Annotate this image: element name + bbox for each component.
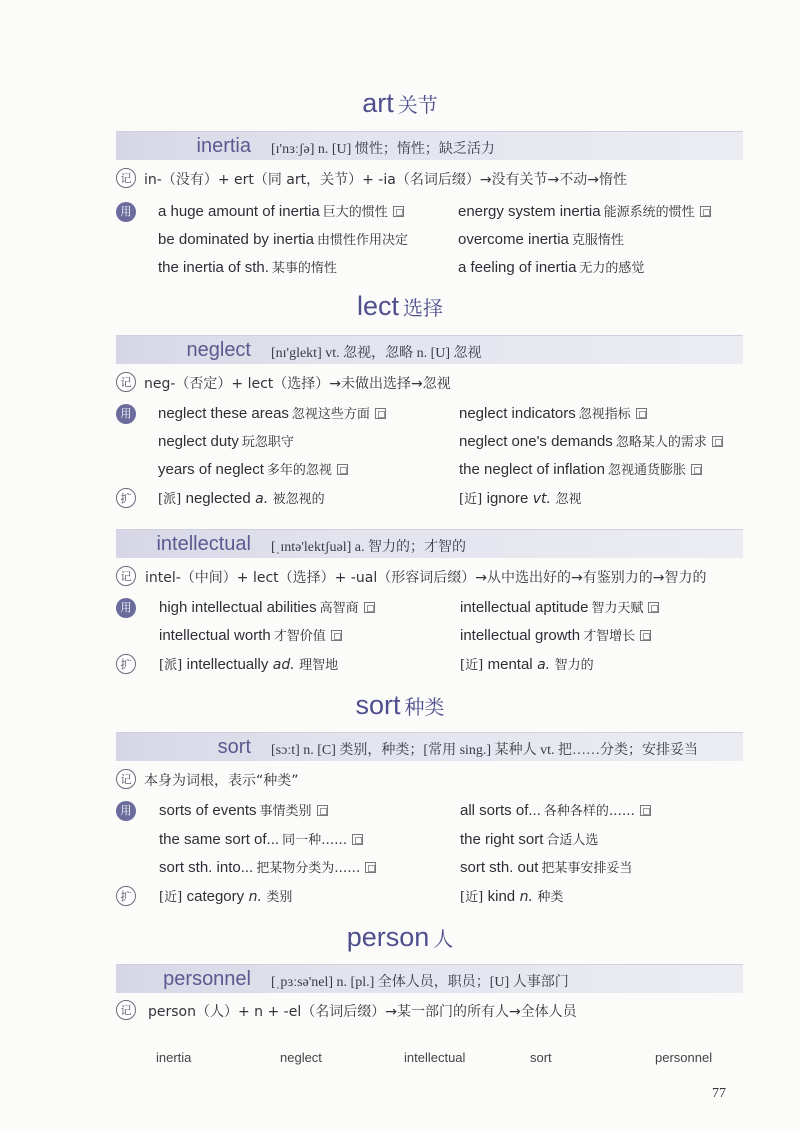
audio-icon [393,206,404,217]
phrase: intellectual worth 才智价值 [159,625,342,644]
root-zh: 选择 [403,296,444,320]
phrase: neglect one's demands 忽略某人的需求 [459,431,723,450]
phrase: years of neglect 多年的忽视 [158,459,348,478]
audio-icon [640,805,651,816]
audio-icon [337,464,348,475]
usage-badge: 用 [116,404,136,424]
usage-badge: 用 [116,801,136,821]
phrase: all sorts of... 各种各样的…… [460,800,651,819]
memory-line: 本身为词根，表示“种类” [144,773,299,789]
phrase: the neglect of inflation 忽视通货膨胀 [459,459,702,478]
headword: inertia [196,135,251,157]
footer-word: intellectual [404,1050,466,1065]
memory-line: person（人）+ n + -el（名词后缀）→某一部门的所有人→全体人员 [148,1004,577,1020]
word-bar-sort [116,732,743,761]
audio-icon [364,602,375,613]
phrase: sorts of events 事情类别 [159,800,328,819]
memory-line: in-（没有）+ ert（同 art，关节）+ -ia（名词后缀）→没有关节→不动→惰性 [144,172,628,188]
word-bar-personnel [116,964,743,993]
memory-line: neg-（否定）+ lect（选择）→未做出选择→忽视 [144,376,451,392]
usage-badge: 用 [116,202,136,222]
phrase: intellectual aptitude 智力天赋 [460,597,659,616]
footer-word: neglect [280,1050,322,1065]
audio-icon [640,630,651,641]
memory-line: intel-（中间）+ lect（选择）+ -ual（形容词后缀）→从中选出好的→有鉴别力的→智力的 [145,570,707,586]
audio-icon [331,630,342,641]
phrase: neglect indicators 忽视指标 [459,403,647,422]
phrase: sort sth. into... 把某物分类为…… [159,857,376,876]
page-number: 77 [712,1086,726,1101]
phrase: the inertia of sth. 某事的惰性 [158,259,337,276]
word-bar-intellectual [116,529,743,558]
audio-icon [352,834,363,845]
root-en: lect [356,291,400,321]
phrase: sort sth. out 把某事安排妥当 [460,859,633,876]
related-word: [近] kind n. 种类 [460,888,564,905]
root-zh: 种类 [404,695,445,719]
headword: neglect [186,339,251,361]
root-title-lect [0,293,800,320]
phrase: neglect duty 玩忽职守 [158,433,294,450]
definition: [ɪ'nɜːʃə] n. [U] 惯性；惰性；缺乏活力 [271,142,495,157]
related-word: [近] mental a. 智力的 [460,656,594,673]
root-en: person [346,922,430,952]
word-bar-neglect [116,335,743,364]
related-word: [近] ignore vt. 忽视 [459,490,582,507]
word-bar-inertia [116,131,743,160]
root-zh: 关节 [397,93,438,117]
definition: [ˌpɜːsə'nel] n. [pl.] 全体人员，职员；[U] 人事部门 [271,975,569,990]
footer-word: sort [530,1050,552,1065]
audio-icon [712,436,723,447]
footer-word: inertia [156,1050,192,1065]
footer-word: personnel [655,1050,713,1065]
root-title-art [0,90,800,117]
root-title-sort [0,692,800,719]
root-title-person [0,924,800,951]
phrase: a feeling of inertia 无力的感觉 [458,259,645,276]
phrase: energy system inertia 能源系统的惯性 [458,201,711,220]
memory-badge: 记 [116,566,136,586]
related-word: [派] neglected a. 被忽视的 [158,490,325,507]
phrase: neglect these areas 忽视这些方面 [158,403,386,422]
related-word: [派] intellectually ad. 理智地 [159,656,339,673]
extend-badge: 扩 [116,488,136,508]
definition: [nɪ'glekt] vt. 忽视，忽略 n. [U] 忽视 [271,346,482,361]
audio-icon [691,464,702,475]
audio-icon [375,408,386,419]
usage-badge: 用 [116,598,136,618]
audio-icon [636,408,647,419]
root-en: sort [355,690,401,720]
phrase: the right sort 合适人选 [460,831,599,848]
audio-icon [365,862,376,873]
phrase: be dominated by inertia 由惯性作用决定 [158,231,408,248]
memory-badge: 记 [116,769,136,789]
memory-badge: 记 [116,372,136,392]
root-zh: 人 [433,927,454,951]
audio-icon [648,602,659,613]
related-word: [近] category n. 类别 [159,888,293,905]
phrase: overcome inertia 克服惰性 [458,231,624,248]
audio-icon [700,206,711,217]
phrase: intellectual growth 才智增长 [460,625,651,644]
extend-badge: 扩 [116,654,136,674]
headword: intellectual [156,533,251,555]
phrase: high intellectual abilities 高智商 [159,597,375,616]
root-en: art [362,88,394,118]
definition: [ˌɪntə'lektʃuəl] a. 智力的；才智的 [271,540,466,555]
memory-badge: 记 [116,1000,136,1020]
phrase: the same sort of... 同一种…… [159,829,363,848]
definition: [sɔːt] n. [C] 类别，种类；[常用 sing.] 某种人 vt. 把……分类；安排妥当 [271,743,698,758]
phrase: a huge amount of inertia 巨大的惯性 [158,201,404,220]
headword: sort [217,736,251,758]
extend-badge: 扩 [116,886,136,906]
memory-badge: 记 [116,168,136,188]
headword: personnel [163,968,251,990]
audio-icon [317,805,328,816]
